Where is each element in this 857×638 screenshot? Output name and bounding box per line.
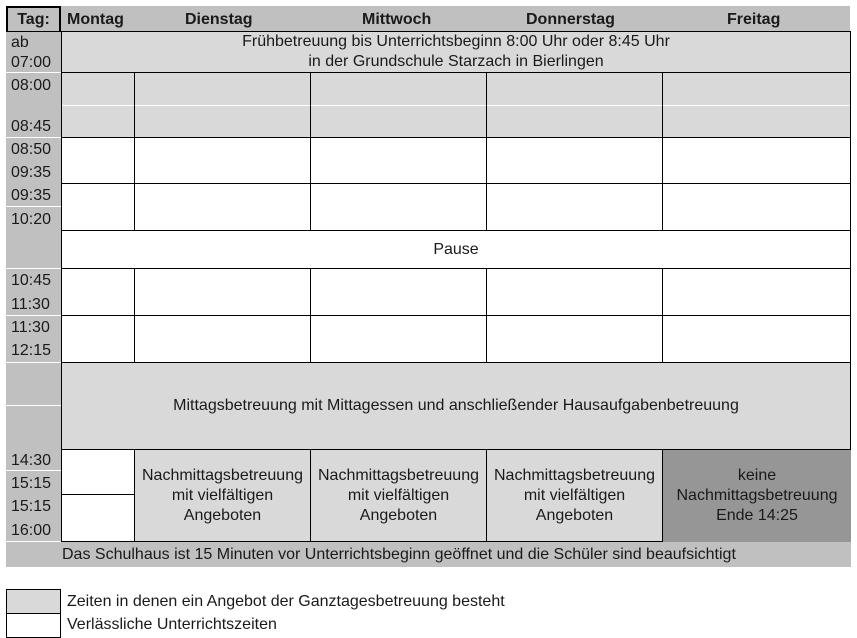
time-label: 12:15 <box>11 342 52 359</box>
day-header-donnerstag: Donnerstag <box>526 11 615 28</box>
time-label: 09:35 <box>11 164 52 181</box>
freitag-line1: keine <box>737 467 777 484</box>
nachmittag-mittwoch <box>310 449 487 542</box>
time-label: 14:30 <box>11 452 52 469</box>
legend-swatch-unterricht <box>6 613 61 638</box>
header-row <box>61 6 850 32</box>
time-label: 08:00 <box>11 77 52 94</box>
time-label: 08:45 <box>11 118 52 135</box>
time-label: 11:30 <box>11 319 50 336</box>
footer-note: Das Schulhaus ist 15 Minuten vor Unterrichtsbeginn geöffnet und die Schüler sind beaufsichtigt <box>6 542 851 567</box>
time-label: 10:45 <box>11 272 52 289</box>
time-label: 08:50 <box>11 141 52 158</box>
montag-slot-1515 <box>61 494 135 542</box>
time-column <box>6 32 61 541</box>
time-label: 15:15 <box>11 475 52 492</box>
day-header-freitag: Freitag <box>727 11 781 28</box>
legend-swatch-ganztag <box>6 589 61 614</box>
mittagsbetreuung-row: Mittagsbetreuung mit Mittagessen und anschließender Hausaufgabenbetreuung <box>61 362 851 450</box>
time-label: 11:30 <box>11 296 50 313</box>
nachmittag-dienstag <box>134 449 311 542</box>
nachmittag-line1: Nachmittagsbetreuung <box>318 466 479 484</box>
time-label: 16:00 <box>11 522 52 539</box>
nachmittag-line1: Nachmittagsbetreuung <box>494 466 655 484</box>
time-label: ab <box>11 34 29 51</box>
time-label: 10:20 <box>11 211 52 228</box>
lesson-rows-1-2 <box>61 137 851 231</box>
day-header-montag: Montag <box>67 11 124 28</box>
day-header-mittwoch: Mittwoch <box>362 11 432 28</box>
legend-label-ganztag: Zeiten in denen ein Angebot der Ganztagesbetreuung besteht <box>67 593 505 610</box>
fruehbetreuung-line2: in der Grundschule Starzach in Bierlingen <box>308 53 604 70</box>
corner-label: Tag: <box>6 6 61 32</box>
pause-row: Pause <box>61 230 851 269</box>
fruehbetreuung-line1: Frühbetreuung bis Unterrichtsbeginn 8:00 Uhr oder 8:45 Uhr <box>242 33 670 50</box>
time-label: 09:35 <box>11 187 52 204</box>
time-label: 07:00 <box>11 54 52 71</box>
nachmittag-donnerstag <box>486 449 663 542</box>
nachmittag-line3: Angeboten <box>359 506 438 524</box>
day-header-dienstag: Dienstag <box>185 11 253 28</box>
legend-label-unterricht: Verlässliche Unterrichtszeiten <box>67 616 277 633</box>
nachmittag-line1: Nachmittagsbetreuung <box>142 466 303 484</box>
nachmittag-line2: mit vielfältigen <box>347 486 450 504</box>
freitag-keine-nachmittagsbetreuung <box>663 450 851 542</box>
time-label: 15:15 <box>11 498 52 515</box>
freitag-line2: Nachmittagsbetreuung <box>676 487 838 504</box>
nachmittag-line3: Angeboten <box>183 506 262 524</box>
fruehbetreuung-row <box>61 31 851 73</box>
freitag-line3: Ende 14:25 <box>716 507 798 524</box>
nachmittag-line2: mit vielfältigen <box>523 486 626 504</box>
montag-slot-1430 <box>61 449 135 495</box>
nachmittag-line3: Angeboten <box>535 506 614 524</box>
nachmittag-line2: mit vielfältigen <box>171 486 274 504</box>
